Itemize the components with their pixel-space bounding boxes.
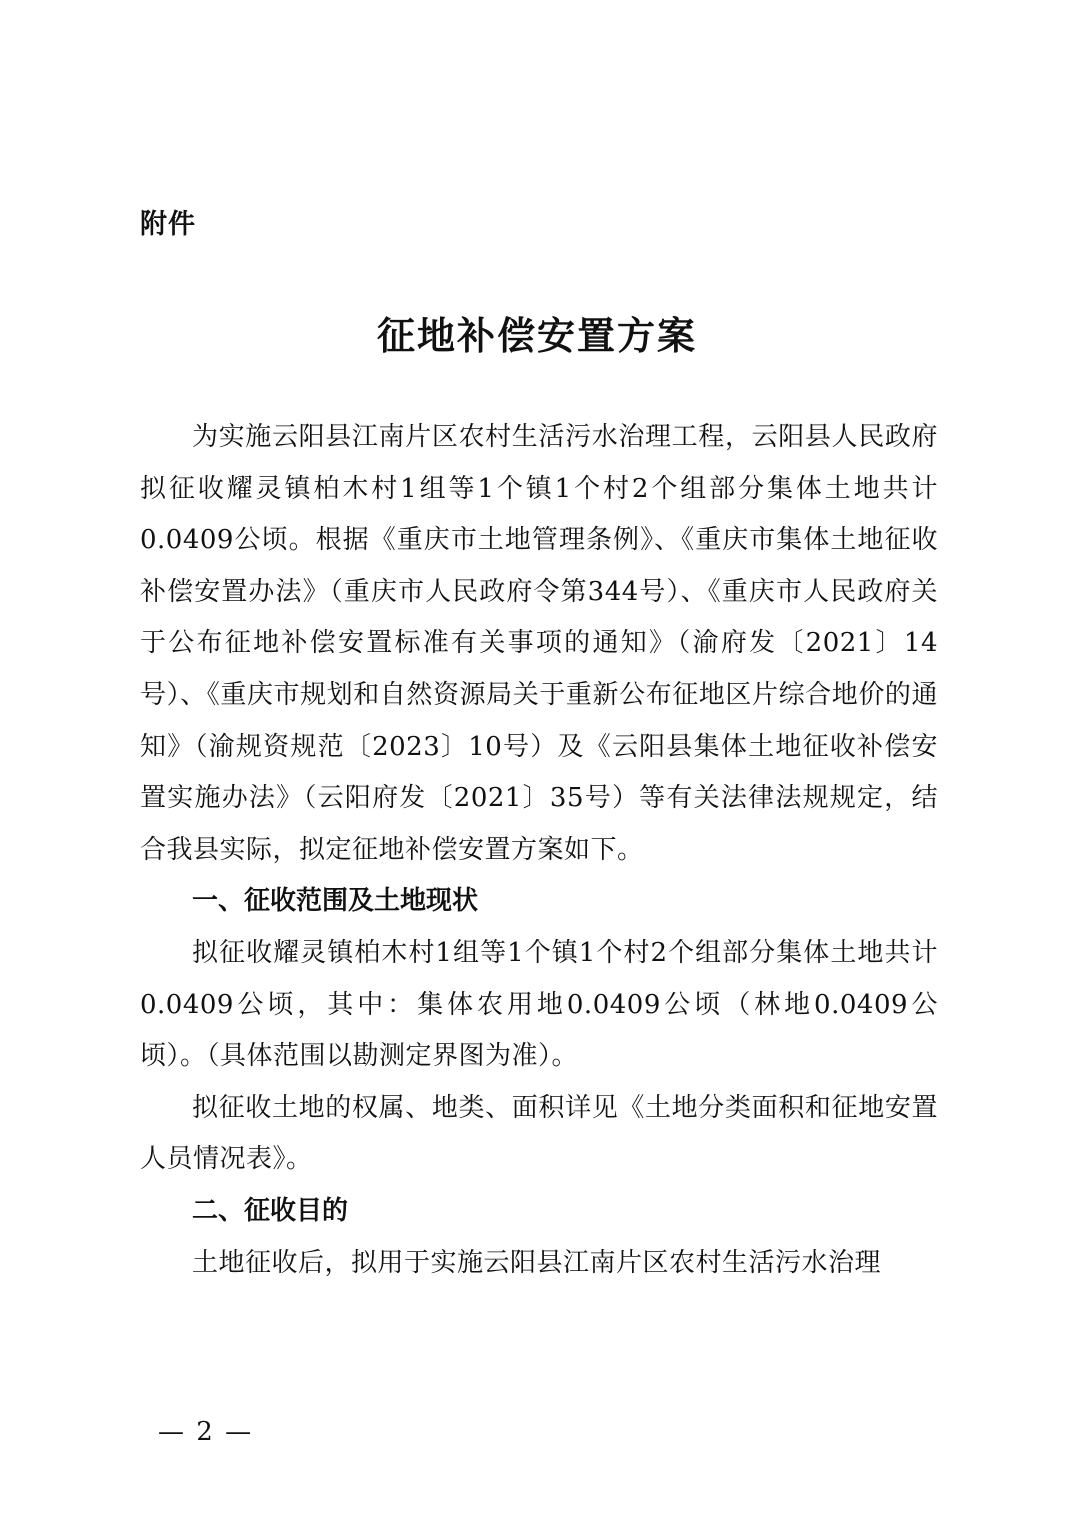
document-body — [140, 412, 938, 1289]
section-1-paragraph-1: 拟征收耀灵镇柏木村1组等1个镇1个村2个组部分集体土地共计0.0409公顷，其中：集体农用地0.0409公顷（林地0.0409公顷）。（具体范围以勘测定界图为准）。 — [140, 937, 938, 1072]
section-2-heading: 二、征收目的 — [192, 1195, 349, 1226]
section-2-paragraph-1: 土地征收后，拟用于实施云阳县江南片区农村生活污水治理 — [192, 1247, 882, 1278]
page-title: 征地补偿安置方案 — [376, 314, 697, 358]
section-1-paragraph-2: 拟征收土地的权属、地类、面积详见《土地分类面积和征地安置人员情况表》。 — [140, 1092, 938, 1175]
attachment-label: 附件 — [140, 209, 196, 240]
section-1-heading: 一、征收范围及土地现状 — [192, 886, 479, 917]
page-number: — 2 — — [158, 1417, 254, 1447]
intro-paragraph: 为实施云阳县江南片区农村生活污水治理工程，云阳县人民政府拟征收耀灵镇柏木村1组等1个镇1个村2个组部分集体土地共计0.0409公顷。根据《重庆市土地管理条例》、《重庆市集体土地征收补偿安置办法》（重庆市人民政府令第344号）、《重庆市人民政府关于公布征地补偿安置标准有关事项的通知》（渝府发〔2021〕14号）、《重庆市规划和自然资源局关于重新公布征地区片综合地价的通知》（渝规资规范〔2023〕10号）及《云阳县集体土地征收补偿安置实施办法》（云阳府发〔2021〕35号）等有关法律法规规定，结合我县实际，拟定征地补偿安置方案如下。 — [140, 422, 938, 865]
